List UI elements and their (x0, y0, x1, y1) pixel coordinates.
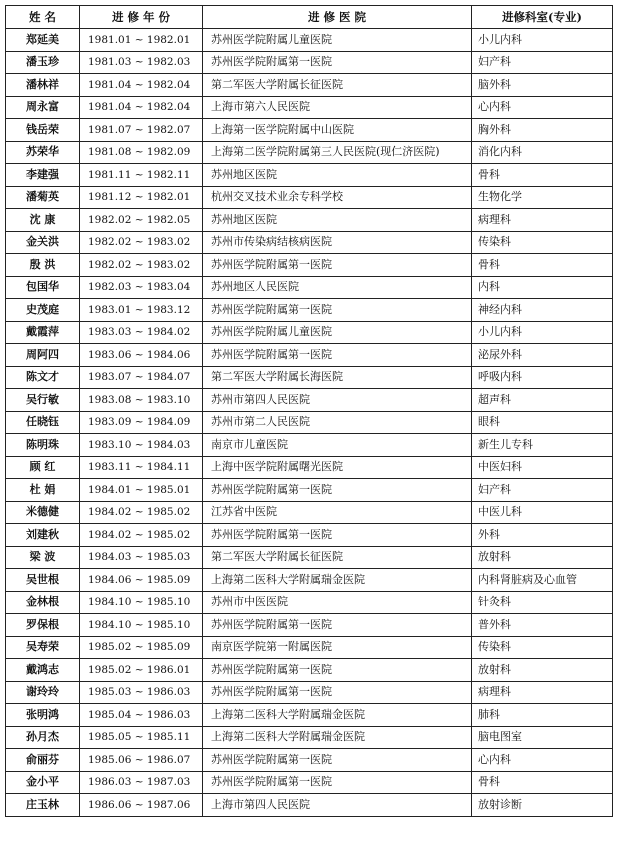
training-records-table (5, 5, 613, 817)
cell-hospital: 苏州医学院附属第一医院 (203, 479, 472, 502)
table-row (6, 209, 613, 232)
cell-name: 沈 康 (6, 209, 80, 232)
table-row (6, 614, 613, 637)
cell-period: 1982.02 ~ 1983.02 (80, 231, 203, 254)
cell-dept: 妇产科 (472, 51, 613, 74)
cell-hospital: 苏州地区医院 (203, 164, 472, 187)
cell-hospital: 苏州医学院附属第一医院 (203, 254, 472, 277)
cell-name: 谢玲玲 (6, 681, 80, 704)
table-row (6, 389, 613, 412)
cell-name: 俞丽芬 (6, 749, 80, 772)
cell-name: 包国华 (6, 276, 80, 299)
cell-period: 1986.06 ~ 1987.06 (80, 794, 203, 817)
cell-period: 1983.08 ~ 1983.10 (80, 389, 203, 412)
cell-dept: 小儿内科 (472, 321, 613, 344)
cell-period: 1982.02 ~ 1983.02 (80, 254, 203, 277)
cell-dept: 传染科 (472, 636, 613, 659)
table-row (6, 501, 613, 524)
table-row (6, 659, 613, 682)
cell-hospital: 苏州医学院附属第一医院 (203, 749, 472, 772)
cell-name: 庄玉林 (6, 794, 80, 817)
cell-dept: 内科 (472, 276, 613, 299)
cell-hospital: 苏州市传染病结核病医院 (203, 231, 472, 254)
cell-period: 1983.10 ~ 1984.03 (80, 434, 203, 457)
cell-hospital: 苏州医学院附属第一医院 (203, 771, 472, 794)
training-records-sheet (5, 5, 612, 817)
cell-hospital: 苏州医学院附属第一医院 (203, 614, 472, 637)
cell-dept: 胸外科 (472, 119, 613, 142)
table-row (6, 74, 613, 97)
cell-name: 史茂庭 (6, 299, 80, 322)
cell-period: 1983.07 ~ 1984.07 (80, 366, 203, 389)
cell-name: 吴世根 (6, 569, 80, 592)
cell-period: 1981.11 ~ 1982.11 (80, 164, 203, 187)
cell-hospital: 上海第二医学院附属第三人民医院(现仁济医院) (203, 141, 472, 164)
cell-dept: 针灸科 (472, 591, 613, 614)
cell-period: 1981.01 ~ 1982.01 (80, 29, 203, 52)
cell-dept: 脑电图室 (472, 726, 613, 749)
table-row (6, 434, 613, 457)
cell-period: 1982.03 ~ 1983.04 (80, 276, 203, 299)
cell-period: 1985.05 ~ 1985.11 (80, 726, 203, 749)
cell-period: 1986.03 ~ 1987.03 (80, 771, 203, 794)
cell-dept: 呼吸内科 (472, 366, 613, 389)
cell-name: 梁 波 (6, 546, 80, 569)
cell-hospital: 苏州医学院附属第一医院 (203, 681, 472, 704)
cell-dept: 骨科 (472, 164, 613, 187)
table-body (6, 29, 613, 817)
table-row (6, 141, 613, 164)
table-row (6, 321, 613, 344)
cell-name: 潘林祥 (6, 74, 80, 97)
cell-hospital: 苏州市中医医院 (203, 591, 472, 614)
table-row (6, 749, 613, 772)
cell-hospital: 上海市第六人民医院 (203, 96, 472, 119)
cell-name: 潘玉珍 (6, 51, 80, 74)
cell-period: 1983.09 ~ 1984.09 (80, 411, 203, 434)
cell-period: 1984.02 ~ 1985.02 (80, 501, 203, 524)
cell-period: 1982.02 ~ 1982.05 (80, 209, 203, 232)
cell-hospital: 上海第一医学院附属中山医院 (203, 119, 472, 142)
cell-name: 罗保根 (6, 614, 80, 637)
cell-name: 杜 娟 (6, 479, 80, 502)
cell-name: 潘菊英 (6, 186, 80, 209)
cell-name: 刘建秋 (6, 524, 80, 547)
cell-dept: 肺科 (472, 704, 613, 727)
table-row (6, 726, 613, 749)
cell-name: 钱岳荣 (6, 119, 80, 142)
table-row (6, 119, 613, 142)
table-row (6, 186, 613, 209)
table-row (6, 411, 613, 434)
cell-period: 1984.03 ~ 1985.03 (80, 546, 203, 569)
cell-period: 1981.12 ~ 1982.01 (80, 186, 203, 209)
cell-dept: 妇产科 (472, 479, 613, 502)
cell-hospital: 江苏省中医院 (203, 501, 472, 524)
table-row (6, 704, 613, 727)
cell-name: 张明鸿 (6, 704, 80, 727)
cell-name: 任晓钰 (6, 411, 80, 434)
cell-period: 1984.01 ~ 1985.01 (80, 479, 203, 502)
table-row (6, 164, 613, 187)
cell-dept: 新生儿专科 (472, 434, 613, 457)
cell-period: 1981.08 ~ 1982.09 (80, 141, 203, 164)
cell-dept: 超声科 (472, 389, 613, 412)
cell-name: 米德健 (6, 501, 80, 524)
table-row (6, 29, 613, 52)
cell-hospital: 苏州地区医院 (203, 209, 472, 232)
cell-hospital: 南京市儿童医院 (203, 434, 472, 457)
cell-hospital: 苏州医学院附属第一医院 (203, 299, 472, 322)
cell-hospital: 第二军医大学附属长海医院 (203, 366, 472, 389)
cell-name: 戴霞萍 (6, 321, 80, 344)
table-row (6, 681, 613, 704)
cell-dept: 中医儿科 (472, 501, 613, 524)
cell-dept: 脑外科 (472, 74, 613, 97)
cell-dept: 放射诊断 (472, 794, 613, 817)
cell-period: 1984.10 ~ 1985.10 (80, 591, 203, 614)
cell-name: 周永富 (6, 96, 80, 119)
table-row (6, 479, 613, 502)
cell-period: 1981.04 ~ 1982.04 (80, 96, 203, 119)
cell-hospital: 苏州市第四人民医院 (203, 389, 472, 412)
cell-dept: 小儿内科 (472, 29, 613, 52)
cell-name: 金小平 (6, 771, 80, 794)
table-row (6, 456, 613, 479)
cell-dept: 消化内科 (472, 141, 613, 164)
cell-period: 1985.02 ~ 1985.09 (80, 636, 203, 659)
table-row (6, 771, 613, 794)
cell-period: 1983.06 ~ 1984.06 (80, 344, 203, 367)
cell-hospital: 苏州医学院附属第一医院 (203, 51, 472, 74)
cell-name: 吴行敏 (6, 389, 80, 412)
cell-dept: 病理科 (472, 681, 613, 704)
cell-hospital: 第二军医大学附属长征医院 (203, 546, 472, 569)
header-name: 姓 名 (6, 6, 80, 29)
cell-hospital: 第二军医大学附属长征医院 (203, 74, 472, 97)
cell-dept: 眼科 (472, 411, 613, 434)
cell-dept: 骨科 (472, 771, 613, 794)
cell-period: 1984.10 ~ 1985.10 (80, 614, 203, 637)
cell-dept: 传染科 (472, 231, 613, 254)
table-row (6, 794, 613, 817)
cell-period: 1983.03 ~ 1984.02 (80, 321, 203, 344)
cell-name: 殷 洪 (6, 254, 80, 277)
cell-period: 1981.07 ~ 1982.07 (80, 119, 203, 142)
cell-name: 戴鸿志 (6, 659, 80, 682)
table-row (6, 51, 613, 74)
header-hospital: 进 修 医 院 (203, 6, 472, 29)
table-row (6, 96, 613, 119)
table-row (6, 276, 613, 299)
cell-dept: 生物化学 (472, 186, 613, 209)
cell-dept: 放射科 (472, 546, 613, 569)
cell-name: 苏荣华 (6, 141, 80, 164)
cell-name: 顾 红 (6, 456, 80, 479)
table-row (6, 366, 613, 389)
cell-dept: 病理科 (472, 209, 613, 232)
cell-dept: 外科 (472, 524, 613, 547)
table-row (6, 254, 613, 277)
cell-dept: 中医妇科 (472, 456, 613, 479)
cell-period: 1985.06 ~ 1986.07 (80, 749, 203, 772)
cell-hospital: 苏州医学院附属儿童医院 (203, 29, 472, 52)
cell-hospital: 苏州医学院附属第一医院 (203, 344, 472, 367)
cell-period: 1984.02 ~ 1985.02 (80, 524, 203, 547)
cell-period: 1981.03 ~ 1982.03 (80, 51, 203, 74)
cell-hospital: 杭州交叉技术业余专科学校 (203, 186, 472, 209)
cell-hospital: 上海第二医科大学附属瑞金医院 (203, 569, 472, 592)
cell-hospital: 上海中医学院附属曙光医院 (203, 456, 472, 479)
table-row (6, 524, 613, 547)
cell-hospital: 苏州医学院附属儿童医院 (203, 321, 472, 344)
cell-dept: 心内科 (472, 96, 613, 119)
cell-dept: 心内科 (472, 749, 613, 772)
cell-hospital: 苏州地区人民医院 (203, 276, 472, 299)
cell-name: 李建强 (6, 164, 80, 187)
cell-dept: 泌尿外科 (472, 344, 613, 367)
cell-dept: 放射科 (472, 659, 613, 682)
table-row (6, 231, 613, 254)
cell-dept: 普外科 (472, 614, 613, 637)
cell-hospital: 南京医学院第一附属医院 (203, 636, 472, 659)
cell-period: 1985.04 ~ 1986.03 (80, 704, 203, 727)
table-row (6, 569, 613, 592)
header-row (6, 6, 613, 29)
cell-name: 孙月杰 (6, 726, 80, 749)
cell-hospital: 苏州市第二人民医院 (203, 411, 472, 434)
cell-name: 周阿四 (6, 344, 80, 367)
cell-period: 1983.01 ~ 1983.12 (80, 299, 203, 322)
cell-hospital: 上海第二医科大学附属瑞金医院 (203, 704, 472, 727)
cell-period: 1985.02 ~ 1986.01 (80, 659, 203, 682)
cell-name: 金关洪 (6, 231, 80, 254)
cell-dept: 内科肾脏病及心血管 (472, 569, 613, 592)
cell-hospital: 苏州医学院附属第一医院 (203, 524, 472, 547)
cell-period: 1983.11 ~ 1984.11 (80, 456, 203, 479)
cell-name: 金林根 (6, 591, 80, 614)
cell-name: 吴寿荣 (6, 636, 80, 659)
cell-hospital: 苏州医学院附属第一医院 (203, 659, 472, 682)
cell-name: 陈明珠 (6, 434, 80, 457)
cell-dept: 神经内科 (472, 299, 613, 322)
cell-name: 陈文才 (6, 366, 80, 389)
table-row (6, 591, 613, 614)
table-row (6, 636, 613, 659)
table-row (6, 299, 613, 322)
cell-hospital: 上海第二医科大学附属瑞金医院 (203, 726, 472, 749)
cell-dept: 骨科 (472, 254, 613, 277)
header-dept: 进修科室(专业) (472, 6, 613, 29)
cell-name: 郑延美 (6, 29, 80, 52)
cell-period: 1984.06 ~ 1985.09 (80, 569, 203, 592)
table-row (6, 546, 613, 569)
cell-period: 1981.04 ~ 1982.04 (80, 74, 203, 97)
table-row (6, 344, 613, 367)
header-period: 进 修 年 份 (80, 6, 203, 29)
cell-period: 1985.03 ~ 1986.03 (80, 681, 203, 704)
cell-hospital: 上海市第四人民医院 (203, 794, 472, 817)
